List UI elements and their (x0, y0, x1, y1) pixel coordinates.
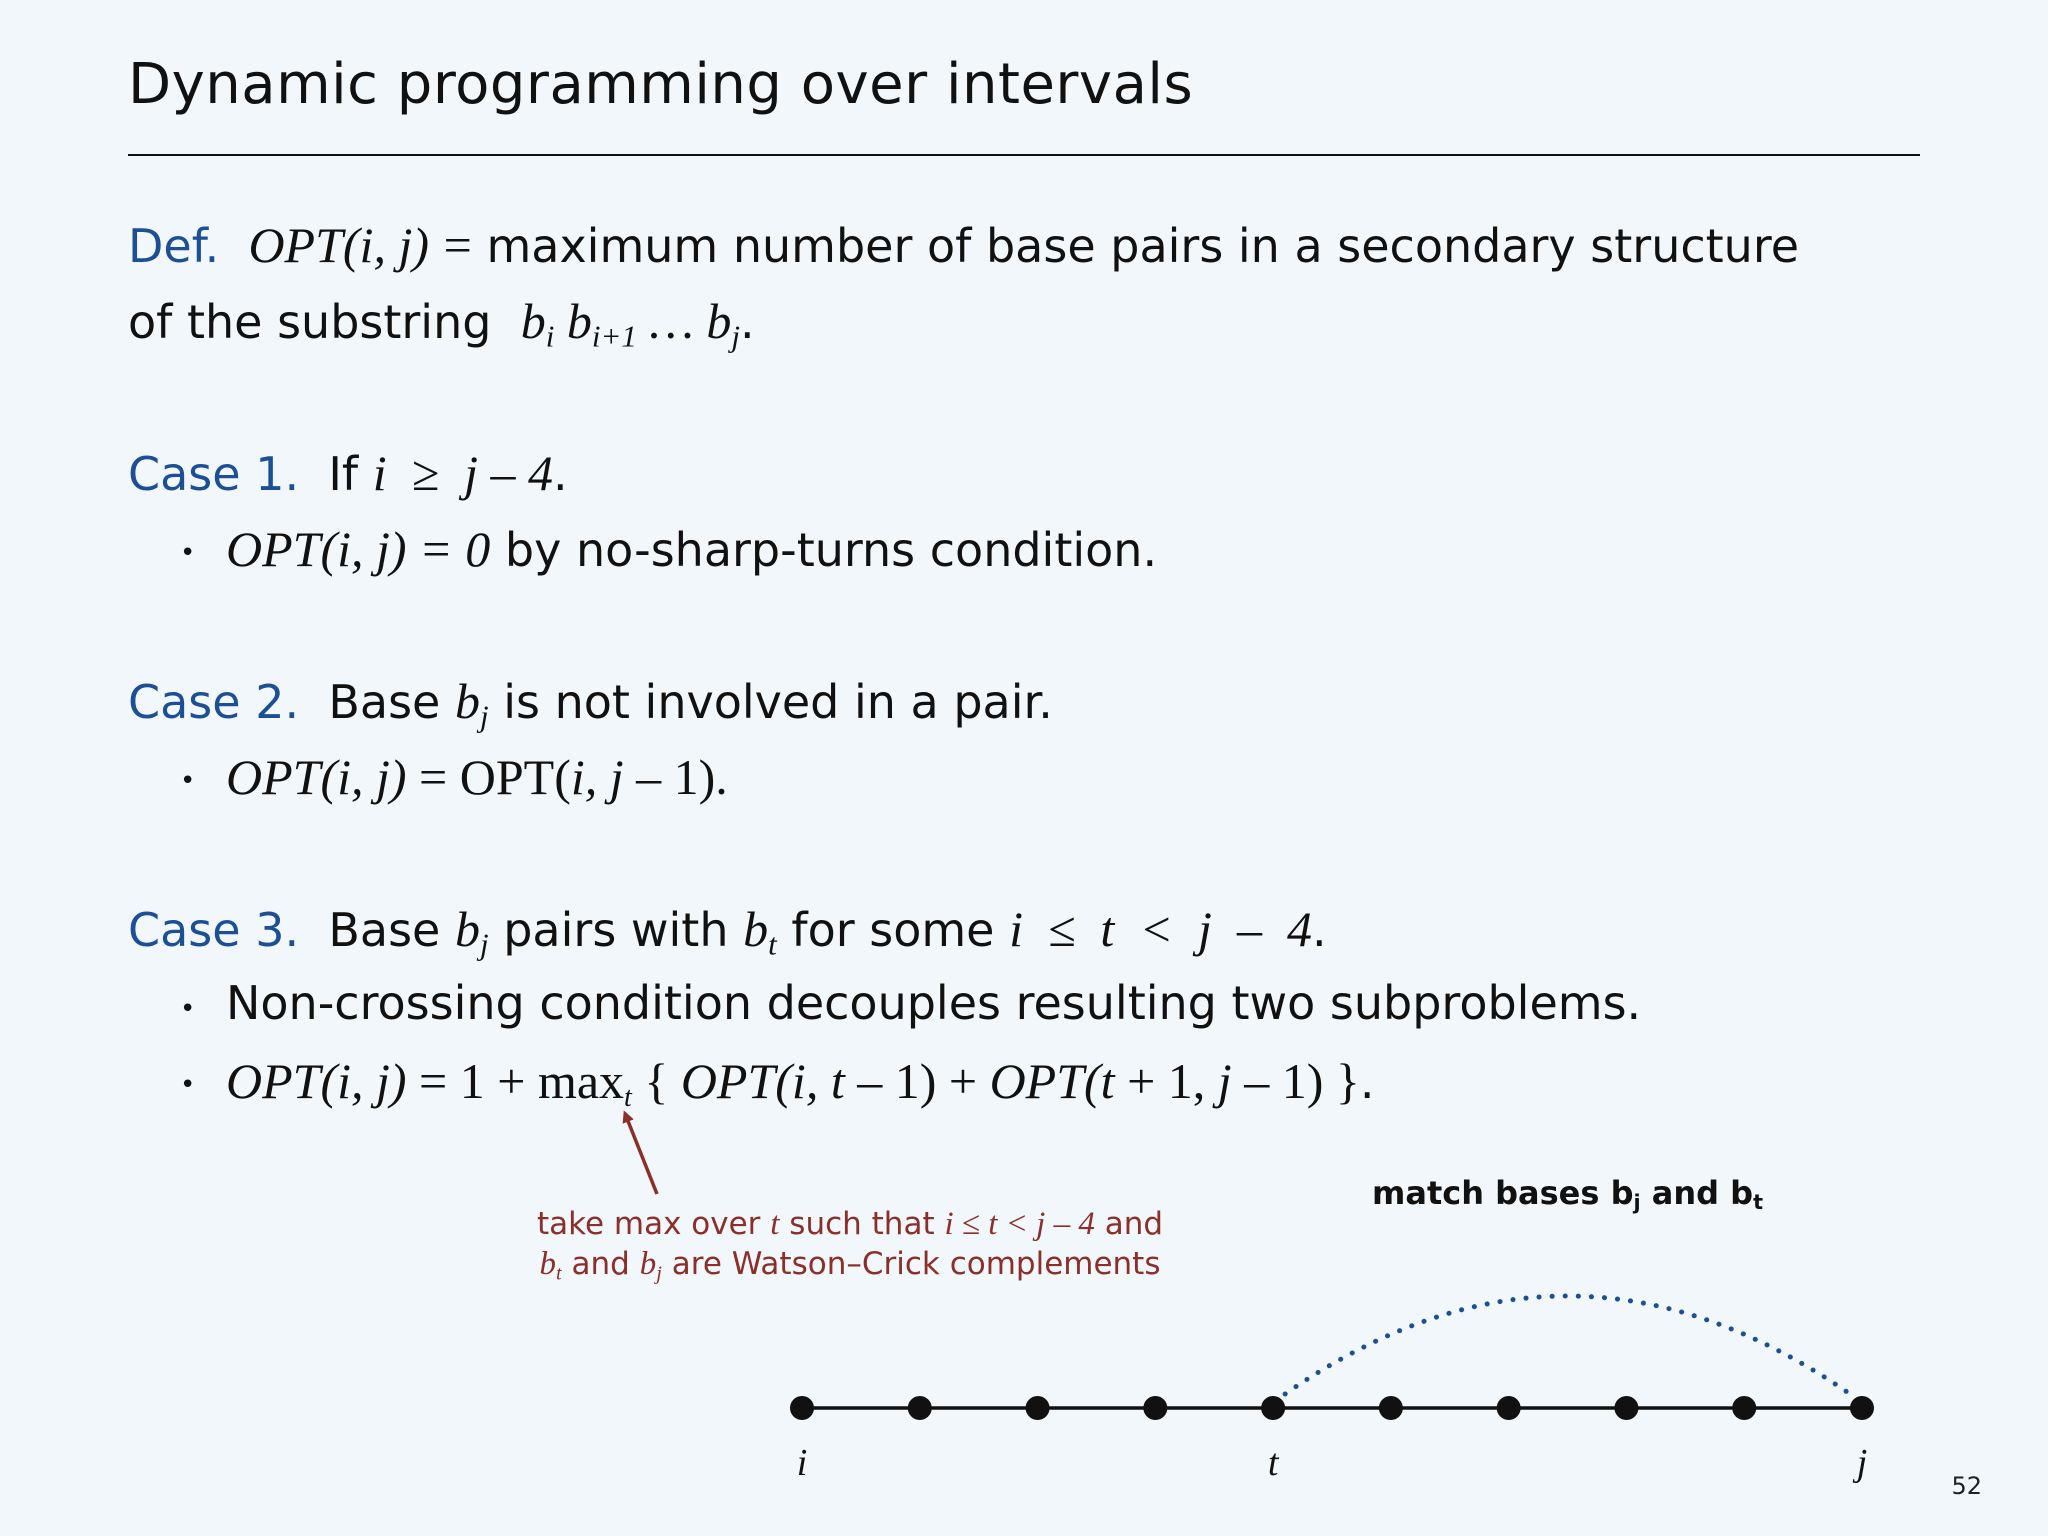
annotation-line-1: take max over t such that i ≤ t < j – 4 and (536, 1206, 1164, 1242)
base-node (1732, 1396, 1756, 1420)
case1-bullet-text: by no-sharp-turns condition. (504, 523, 1158, 577)
def-label: Def. (128, 219, 220, 273)
bullet-dot: • (180, 538, 196, 568)
base-node (1379, 1396, 1403, 1420)
case1-label: Case 1. (128, 447, 300, 501)
base-node (1026, 1396, 1050, 1420)
case1-condition: i ≥ j – 4 (372, 445, 553, 501)
node-label-i: i (796, 1442, 808, 1484)
base-node (790, 1396, 814, 1420)
base-node (1850, 1396, 1874, 1420)
case3-label: Case 3. (128, 903, 300, 957)
match-bases-label: match bases $b_j$ and $b_t$ (1372, 1174, 1764, 1215)
base-node (1143, 1396, 1167, 1420)
def-eq: = (443, 217, 472, 273)
case3-condition: i ≤ t < j – 4 (1009, 901, 1312, 957)
def-substring: $b_i$ $b_{i+1}$ … $b_j$ (520, 293, 740, 354)
case3-heading: Case 3. Base $b_j$ pairs with $b_t$ for some i ≤ t < j – 4. (128, 901, 1327, 962)
annotation-arrow (626, 1116, 657, 1194)
case3-bullet-2: OPT(i, $j) = 1 + \max_t$ { OPT(i, t – 1) + OPT(t + 1, j – 1) }. (226, 1053, 1375, 1113)
annotation-line-2: $b_t$ and $b_j$ are Watson–Crick complements (539, 1246, 1161, 1285)
node-label-t: t (1267, 1442, 1279, 1484)
case1-heading: Case 1. If i ≥ j – 4. (128, 445, 568, 501)
bullet-dot: • (180, 1070, 196, 1100)
page-number: 52 (1951, 1472, 1982, 1500)
node-label-j: j (1856, 1442, 1868, 1484)
base-pair-arc (1285, 1296, 1850, 1394)
base-node (1497, 1396, 1521, 1420)
definition-line-2: of the substring $b_i$ $b_{i+1}$ … $b_j$. (128, 293, 755, 354)
base-node (908, 1396, 932, 1420)
base-node (1261, 1396, 1285, 1420)
case2-base: $b_j$ (454, 673, 489, 734)
slide-title: Dynamic programming over intervals (128, 52, 1194, 117)
case1-bullet-expr: OPT(i, j) = 0 (226, 521, 491, 577)
bullet-dot: • (180, 994, 196, 1024)
def-text2: of the substring (128, 295, 492, 349)
case2-label: Case 2. (128, 675, 300, 729)
case1-text: If (328, 447, 359, 501)
bullet-dot: • (180, 766, 196, 796)
case3-bullet-1: Non-crossing condition decouples resulting two subproblems. (226, 976, 1642, 1030)
case2-heading: Case 2. Base $b_j$ is not involved in a pair. (128, 673, 1053, 734)
base-node (1614, 1396, 1638, 1420)
def-text: maximum number of base pairs in a secondary structure (486, 219, 1800, 273)
case2-bullet: OPT(i, j) = OPT(i, j – 1). (226, 749, 728, 805)
def-expr: OPT(i, j) (248, 217, 429, 273)
